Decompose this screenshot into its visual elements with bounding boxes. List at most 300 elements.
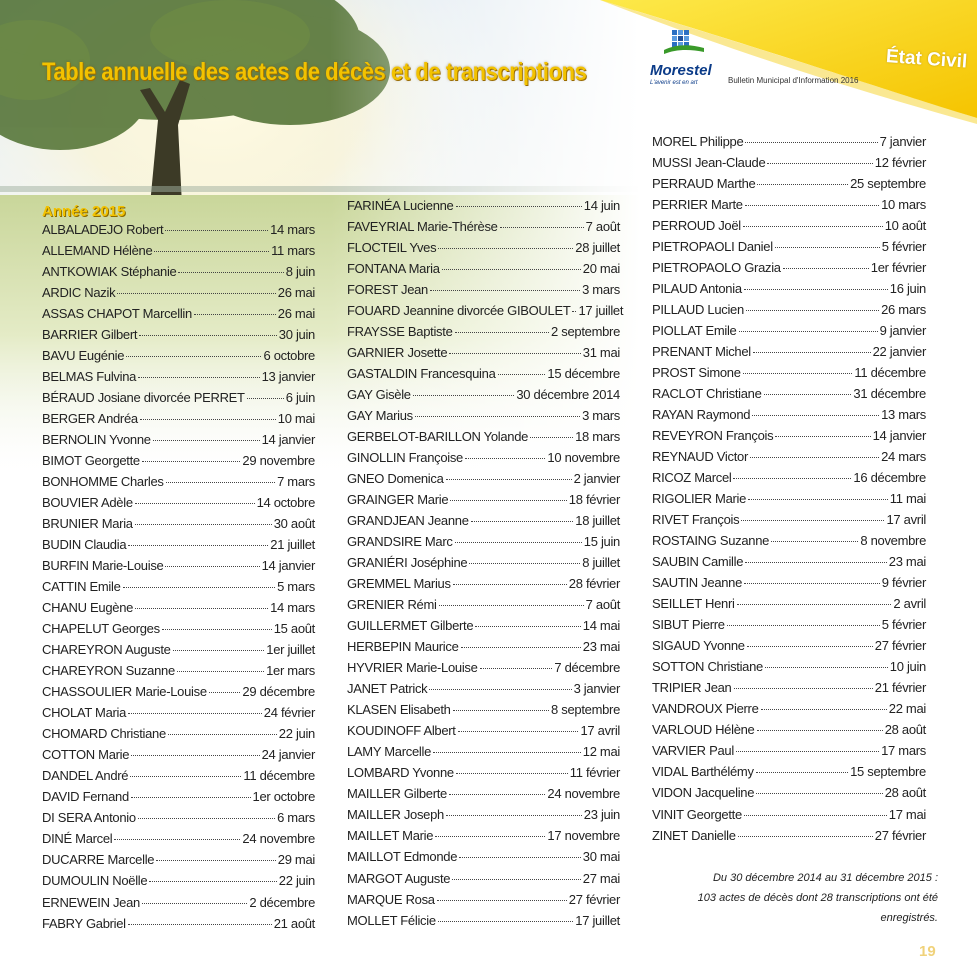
entry-name: FOREST Jean xyxy=(347,282,428,298)
dot-leader xyxy=(162,629,272,630)
entry-name: MOLLET Félicie xyxy=(347,912,436,928)
dot-leader xyxy=(117,293,276,294)
death-entry xyxy=(652,239,926,260)
entry-name: GARNIER Josette xyxy=(347,345,448,361)
dot-leader xyxy=(500,227,584,228)
dot-leader xyxy=(771,541,858,542)
dot-leader xyxy=(775,247,880,248)
death-entry xyxy=(42,390,315,411)
dot-leader xyxy=(453,584,567,585)
death-entry xyxy=(347,765,620,786)
dot-leader xyxy=(764,394,852,395)
entry-date: 2 janvier xyxy=(573,471,620,487)
entry-name: CHOLAT Maria xyxy=(42,705,127,721)
entry-name: GRAINGER Marie xyxy=(347,492,449,508)
entry-name: KOUDINOFF Albert xyxy=(347,723,456,739)
entry-date: 30 mai xyxy=(582,849,620,865)
death-entry xyxy=(347,871,620,892)
entry-date: 12 février xyxy=(874,155,926,171)
entry-date: 17 novembre xyxy=(547,828,620,844)
entry-date: 6 juin xyxy=(285,390,315,406)
entry-date: 28 août xyxy=(884,785,926,801)
entry-name: SAUTIN Jeanne xyxy=(652,575,743,591)
entry-name: DI SERA Antonio xyxy=(42,810,136,826)
death-entry xyxy=(652,617,926,638)
death-entry xyxy=(347,597,620,618)
death-entry xyxy=(652,807,926,828)
entry-date: 16 décembre xyxy=(853,470,926,486)
dot-leader xyxy=(142,903,247,904)
death-entry xyxy=(652,828,926,849)
entry-date: 29 mai xyxy=(277,852,315,868)
dot-leader xyxy=(168,734,277,735)
entry-date: 26 mai xyxy=(277,285,315,301)
dot-leader xyxy=(128,924,272,925)
death-entry xyxy=(652,701,926,722)
death-entry xyxy=(347,198,620,219)
entry-name: SOTTON Christiane xyxy=(652,659,763,675)
death-entry xyxy=(347,892,620,913)
entry-date: 23 mai xyxy=(582,639,620,655)
bulletin-label: Bulletin Municipal d'Information 2016 xyxy=(728,76,859,85)
death-entry xyxy=(652,680,926,701)
header-branding xyxy=(640,18,977,118)
death-entry xyxy=(42,642,315,663)
entry-name: CATTIN Emile xyxy=(42,579,121,595)
death-entry xyxy=(42,558,315,579)
entry-date: 8 juin xyxy=(285,264,315,280)
death-entry xyxy=(347,219,620,240)
entry-name: KLASEN Elisabeth xyxy=(347,702,451,718)
death-entry xyxy=(652,575,926,596)
entry-name: CHAREYRON Auguste xyxy=(42,642,171,658)
entry-name: PERRAUD Marthe xyxy=(652,176,756,192)
entry-name: VANDROUX Pierre xyxy=(652,701,759,717)
death-entry xyxy=(42,369,315,390)
dot-leader xyxy=(209,692,241,693)
dot-leader xyxy=(114,839,240,840)
section-label: État Civil xyxy=(885,46,968,73)
entry-name: JANET Patrick xyxy=(347,681,428,697)
death-entry xyxy=(347,429,620,450)
dot-leader xyxy=(746,310,879,311)
entry-name: FLOCTEIL Yves xyxy=(347,240,437,256)
entry-date: 24 mars xyxy=(881,449,926,465)
entry-name: RACLOT Christiane xyxy=(652,386,762,402)
death-entry xyxy=(42,285,315,306)
dot-leader xyxy=(744,583,880,584)
entry-name: ALBALADEJO Robert xyxy=(42,222,164,237)
death-entry xyxy=(42,579,315,600)
dot-leader xyxy=(745,142,877,143)
death-entry xyxy=(42,453,315,474)
page-number: 19 xyxy=(919,943,936,960)
dot-leader xyxy=(465,458,545,459)
death-entry xyxy=(347,408,620,429)
entry-date: 27 février xyxy=(568,891,620,907)
entry-date: 25 septembre xyxy=(850,176,926,192)
dot-leader xyxy=(165,566,259,567)
death-entry xyxy=(347,576,620,597)
entry-name: GNEO Domenica xyxy=(347,471,444,487)
entry-name: BONHOMME Charles xyxy=(42,474,164,490)
dot-leader xyxy=(480,668,553,669)
entry-date: 7 décembre xyxy=(554,660,620,676)
entry-date: 17 avril xyxy=(886,512,926,528)
dot-leader xyxy=(247,398,284,399)
entry-name: LAMY Marcelle xyxy=(347,744,432,760)
entry-name: BAVU Eugénie xyxy=(42,348,125,364)
entry-date: 10 novembre xyxy=(547,450,620,466)
entry-date: 29 novembre xyxy=(242,453,315,469)
entry-name: DUMOULIN Noëlle xyxy=(42,873,148,889)
death-entry xyxy=(42,222,315,243)
entry-date: 24 février xyxy=(263,705,315,721)
death-entry xyxy=(652,428,926,449)
dot-leader xyxy=(438,921,574,922)
death-entry xyxy=(42,768,315,789)
death-entry xyxy=(347,555,620,576)
dot-leader xyxy=(131,797,251,798)
dot-leader xyxy=(752,415,879,416)
dot-leader xyxy=(498,374,546,375)
dot-leader xyxy=(138,377,260,378)
entry-date: 11 février xyxy=(569,765,620,781)
entry-date: 16 juin xyxy=(889,281,926,297)
entry-date: 10 juin xyxy=(889,659,926,675)
entry-name: FONTANA Maria xyxy=(347,261,440,277)
entry-date: 13 janvier xyxy=(261,369,315,385)
entry-date: 28 février xyxy=(568,576,620,592)
dot-leader xyxy=(154,251,269,252)
entry-date: 10 août xyxy=(884,218,926,234)
entry-date: 31 décembre xyxy=(853,386,926,402)
dot-leader xyxy=(745,205,879,206)
dot-leader xyxy=(761,709,887,710)
death-entry xyxy=(347,618,620,639)
entry-name: BRUNIER Maria xyxy=(42,516,133,532)
entry-date: 22 janvier xyxy=(872,344,926,360)
entry-name: MAILLER Gilberte xyxy=(347,786,447,802)
entry-name: DAVID Fernand xyxy=(42,789,129,805)
entry-date: 1er octobre xyxy=(252,789,315,805)
dot-leader xyxy=(446,815,582,816)
entry-name: TRIPIER Jean xyxy=(652,680,732,696)
entry-name: FARINÉA Lucienne xyxy=(347,198,454,213)
dot-leader xyxy=(456,773,568,774)
dot-leader xyxy=(415,416,580,417)
entry-date: 2 décembre xyxy=(249,894,315,910)
entry-date: 5 février xyxy=(881,617,926,633)
entry-name: ERNEWEIN Jean xyxy=(42,894,140,910)
entry-date: 23 mai xyxy=(888,554,926,570)
entry-date: 18 février xyxy=(568,492,620,508)
death-entry xyxy=(42,306,315,327)
entry-name: RAYAN Raymond xyxy=(652,407,751,423)
dot-leader xyxy=(139,335,277,336)
entry-name: VIDAL Barthélémy xyxy=(652,764,754,780)
entry-date: 30 août xyxy=(273,516,315,532)
entry-date: 27 février xyxy=(874,827,926,843)
death-entry xyxy=(42,852,315,873)
entry-date: 7 mars xyxy=(277,474,315,490)
entry-date: 13 mars xyxy=(881,407,926,423)
entry-date: 21 juillet xyxy=(270,537,315,553)
entry-date: 15 septembre xyxy=(850,764,926,780)
entry-date: 18 mars xyxy=(575,429,620,445)
dot-leader xyxy=(745,562,887,563)
dot-leader xyxy=(748,499,888,500)
dot-leader xyxy=(733,478,851,479)
dot-leader xyxy=(140,419,276,420)
entry-date: 1er juillet xyxy=(266,642,315,658)
death-entry xyxy=(42,495,315,516)
dot-leader xyxy=(437,900,567,901)
dot-leader xyxy=(126,356,261,357)
death-entry xyxy=(652,323,926,344)
death-entry xyxy=(347,513,620,534)
death-entry xyxy=(42,663,315,684)
dot-leader xyxy=(442,269,581,270)
death-entry xyxy=(652,176,926,197)
death-entry xyxy=(42,705,315,726)
dot-leader xyxy=(142,461,241,462)
death-entry xyxy=(652,470,926,491)
dot-leader xyxy=(469,563,580,564)
death-entry xyxy=(652,281,926,302)
entry-name: ZINET Danielle xyxy=(652,827,736,843)
entry-date: 9 janvier xyxy=(879,323,926,339)
entry-date: 28 août xyxy=(884,722,926,738)
year-heading: Année 2015 xyxy=(42,203,126,220)
dot-leader xyxy=(461,647,581,648)
entry-date: 24 janvier xyxy=(261,747,315,763)
death-entry xyxy=(42,327,315,348)
death-entry xyxy=(347,261,620,282)
entry-name: REYNAUD Victor xyxy=(652,449,748,465)
entry-name: FAVEYRIAL Marie-Thérèse xyxy=(347,219,498,235)
entry-date: 11 mars xyxy=(271,243,315,259)
entry-name: MAILLET Marie xyxy=(347,828,434,844)
entry-date: 6 mars xyxy=(277,810,315,826)
entry-name: GAY Gisèle xyxy=(347,387,411,403)
entry-name: DANDEL André xyxy=(42,768,129,784)
dot-leader xyxy=(475,626,580,627)
entry-name: PILLAUD Lucien xyxy=(652,302,744,318)
entry-name: SIGAUD Yvonne xyxy=(652,638,745,654)
death-entry xyxy=(652,155,926,176)
death-entry xyxy=(652,197,926,218)
entry-name: ARDIC Nazik xyxy=(42,285,116,301)
entry-name: PRENANT Michel xyxy=(652,344,751,360)
entry-date: 14 octobre xyxy=(256,495,315,511)
entry-name: CHAREYRON Suzanne xyxy=(42,663,175,679)
entry-date: 26 mars xyxy=(881,302,926,318)
death-entry xyxy=(347,471,620,492)
dot-leader xyxy=(756,793,883,794)
dot-leader xyxy=(743,373,853,374)
death-entry xyxy=(347,807,620,828)
dot-leader xyxy=(128,545,268,546)
entry-name: BÉRAUD Josiane divorcée PERRET xyxy=(42,390,245,406)
entry-date: 24 novembre xyxy=(547,786,620,802)
dot-leader xyxy=(744,289,888,290)
entry-name: HERBEPIN Maurice xyxy=(347,639,459,655)
dot-leader xyxy=(165,230,268,231)
entry-name: DUCARRE Marcelle xyxy=(42,852,155,868)
death-entry xyxy=(42,432,315,453)
entry-date: 5 mars xyxy=(277,579,315,595)
entry-date: 1er mars xyxy=(266,663,315,679)
entry-date: 11 décembre xyxy=(854,365,926,381)
entry-name: MUSSI Jean-Claude xyxy=(652,155,766,171)
entry-date: 2 avril xyxy=(893,596,926,612)
entry-date: 14 janvier xyxy=(872,428,926,444)
entry-name: MARQUE Rosa xyxy=(347,891,435,907)
death-entry xyxy=(652,365,926,386)
entry-name: ROSTAING Suzanne xyxy=(652,533,770,549)
entry-date: 7 janvier xyxy=(879,134,926,149)
entry-name: GERBELOT-BARILLON Yolande xyxy=(347,429,529,445)
entry-date: 30 juin xyxy=(278,327,315,343)
dot-leader xyxy=(131,755,259,756)
dot-leader xyxy=(471,521,574,522)
death-entry xyxy=(347,345,620,366)
entry-date: 7 août xyxy=(585,219,620,235)
death-entry xyxy=(42,537,315,558)
dot-leader xyxy=(450,500,567,501)
dot-leader xyxy=(727,625,880,626)
entry-date: 28 juillet xyxy=(575,240,620,256)
entry-date: 3 mars xyxy=(582,408,620,424)
dot-leader xyxy=(455,542,582,543)
entry-name: MOREL Philippe xyxy=(652,134,744,149)
dot-leader xyxy=(738,836,873,837)
dot-leader xyxy=(449,794,545,795)
entry-date: 14 mars xyxy=(270,600,315,616)
death-entry xyxy=(42,873,315,894)
death-entry xyxy=(652,533,926,554)
entry-date: 1er février xyxy=(870,260,926,276)
entry-name: FOUARD Jeannine divorcée GIBOULET xyxy=(347,303,571,319)
dot-leader xyxy=(156,860,276,861)
entry-name: BERNOLIN Yvonne xyxy=(42,432,151,448)
entry-name: GRENIER Rémi xyxy=(347,597,437,613)
death-entry xyxy=(652,743,926,764)
death-entry xyxy=(42,789,315,810)
entry-name: GASTALDIN Francesquina xyxy=(347,366,496,382)
entry-name: FABRY Gabriel xyxy=(42,915,126,931)
dot-leader xyxy=(747,646,873,647)
entry-date: 15 août xyxy=(273,621,315,637)
entry-name: GREMMEL Marius xyxy=(347,576,451,592)
entry-name: REVEYRON François xyxy=(652,428,774,444)
dot-leader xyxy=(446,479,572,480)
dot-leader xyxy=(130,776,241,777)
entry-date: 27 mai xyxy=(582,870,620,886)
entry-name: GRANDSIRE Marc xyxy=(347,534,453,550)
entry-name: PROST Simone xyxy=(652,365,741,381)
entry-name: ANTKOWIAK Stéphanie xyxy=(42,264,177,280)
logo-tagline: L'avenir est en art xyxy=(650,80,698,86)
entry-name: BUDIN Claudia xyxy=(42,537,127,553)
death-entry xyxy=(42,895,315,916)
entry-date: 23 juin xyxy=(583,807,620,823)
death-entry xyxy=(347,492,620,513)
entry-name: RIGOLIER Marie xyxy=(652,491,747,507)
death-entry xyxy=(347,828,620,849)
death-entry xyxy=(42,411,315,432)
entry-date: 12 mai xyxy=(582,744,620,760)
death-entry xyxy=(42,516,315,537)
death-entry xyxy=(347,744,620,765)
dot-leader xyxy=(736,751,879,752)
entry-date: 5 février xyxy=(881,239,926,255)
dot-leader xyxy=(173,650,265,651)
death-entry xyxy=(652,218,926,239)
dot-leader xyxy=(429,689,571,690)
dot-leader xyxy=(435,836,545,837)
death-entry xyxy=(652,344,926,365)
entry-date: 31 mai xyxy=(582,345,620,361)
dot-leader xyxy=(413,395,515,396)
death-entry xyxy=(42,621,315,642)
death-entry xyxy=(652,449,926,470)
entry-name: RIVET François xyxy=(652,512,740,528)
entry-name: VARVIER Paul xyxy=(652,743,734,759)
entry-name: BIMOT Georgette xyxy=(42,453,140,469)
entry-name: PIETROPAOLO Grazia xyxy=(652,260,781,276)
dot-leader xyxy=(458,731,579,732)
entry-name: CHAPELUT Georges xyxy=(42,621,160,637)
entry-date: 7 août xyxy=(585,597,620,613)
entry-date: 29 décembre xyxy=(242,684,315,700)
death-entry xyxy=(652,722,926,743)
entry-date: 18 juillet xyxy=(575,513,620,529)
dot-leader xyxy=(166,482,275,483)
entry-name: BARRIER Gilbert xyxy=(42,327,138,343)
death-entry xyxy=(652,638,926,659)
dot-leader xyxy=(135,503,255,504)
deaths-column-2 xyxy=(347,198,624,934)
dot-leader xyxy=(459,857,581,858)
dot-leader xyxy=(734,688,873,689)
entry-date: 17 juillet xyxy=(575,912,620,928)
death-entry xyxy=(347,282,620,303)
death-entry xyxy=(347,849,620,870)
summary-line-1: Du 30 décembre 2014 au 31 décembre 2015 : xyxy=(712,872,938,884)
entry-name: PIOLLAT Emile xyxy=(652,323,737,339)
entry-date: 2 septembre xyxy=(551,324,620,340)
dot-leader xyxy=(750,457,879,458)
dot-leader xyxy=(455,332,550,333)
logo-name: Morestel xyxy=(650,62,712,79)
death-entry xyxy=(652,491,926,512)
death-entry xyxy=(347,639,620,660)
entry-date: 22 mai xyxy=(888,701,926,717)
dot-leader xyxy=(530,437,573,438)
death-entry xyxy=(652,554,926,575)
dot-leader xyxy=(135,524,272,525)
dot-leader xyxy=(743,226,883,227)
entry-date: 14 juin xyxy=(583,198,620,213)
entry-name: GAY Marius xyxy=(347,408,413,424)
entry-date: 22 juin xyxy=(278,873,315,889)
entry-name: ALLEMAND Hélène xyxy=(42,243,153,259)
death-entry xyxy=(42,264,315,285)
dot-leader xyxy=(753,352,871,353)
dot-leader xyxy=(153,440,260,441)
